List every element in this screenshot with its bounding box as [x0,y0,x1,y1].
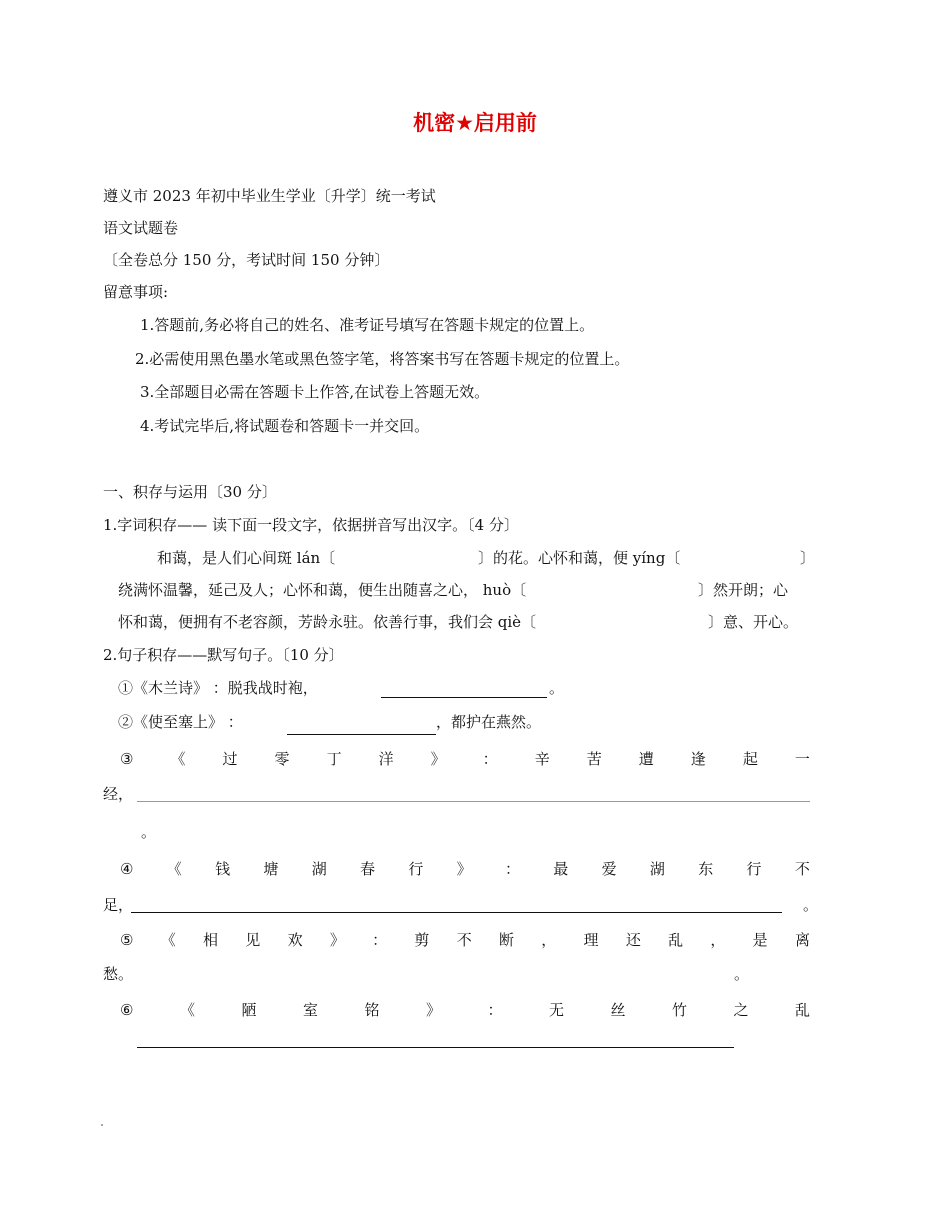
row-char: 湖 [649,860,665,878]
q2-item-5-end: 。 [734,965,750,983]
row-char: 《 [166,860,182,878]
row-char: 起 [742,750,758,768]
row-char: 》 [425,1001,441,1019]
row-char: 不 [456,931,472,949]
notice-item: 1.答题前,务必将自己的姓名、准考证号填写在答题卡规定的位置上。 [140,316,595,334]
question-1-heading: 1.字词积存—— 读下面一段文字，依据拼音写出汉字。〔4 分〕 [103,516,519,534]
row-char: 《 [160,931,176,949]
answer-blank[interactable] [131,912,782,913]
q2-item-2: ②《使至塞上》 ： [118,713,243,731]
notice-item: 4.考试完毕后,将试题卷和答题卡一并交回。 [140,417,430,435]
row-char: ： [482,750,498,768]
row-char: 竹 [671,1001,687,1019]
row-char: 湖 [311,860,327,878]
q2-item-4-next: 足， [103,896,134,914]
answer-blank[interactable] [137,1047,734,1048]
row-char: 东 [698,860,714,878]
notice-item: 2.必需使用黑色墨水笔或黑色签字笔，将答案书写在答题卡规定的位置上。 [135,350,630,368]
row-char: 乱 [668,931,684,949]
answer-blank[interactable] [137,801,810,802]
row-char: 之 [733,1001,749,1019]
q1-text: 绕满怀温馨，延己及人；心怀和蔼，便生出随喜之心， huò〔 [118,581,527,599]
q2-item-2-end: ，都护在燕然。 [436,713,542,731]
q2-item-1-end: 。 [549,679,565,697]
notice-item: 3.全部题目必需在答题卡上作答,在试卷上答题无效。 [140,383,490,401]
row-char: 欢 [287,931,303,949]
q2-item-1: ①《木兰诗》 ：脱我战时袍， [118,679,318,697]
row-char: 断 [498,931,514,949]
row-char: 《 [179,1001,195,1019]
row-char: 最 [553,860,569,878]
question-2-heading: 2.句子积存——默写句子。〔10 分〕 [103,646,344,664]
page-dot [101,1124,103,1126]
score-time: 〔全卷总分 150 分，考试时间 150 分钟〕 [103,251,390,269]
q2-item-5-next: 愁。 [103,965,134,983]
row-char: 相 [203,931,219,949]
row-char: 洋 [378,750,394,768]
q2-item-4 [120,859,810,879]
row-char: 钱 [215,860,231,878]
row-char: 铭 [364,1001,380,1019]
q2-item-3-end: 。 [141,823,157,841]
q1-text: 〕然开朗；心 [698,581,789,599]
row-char: ③ [120,750,134,768]
row-char: 离 [794,931,810,949]
q1-text: 〕的花。心怀和蔼，便 yíng〔 [478,549,681,567]
row-char: 丝 [610,1001,626,1019]
row-char: 过 [222,750,238,768]
row-char: 还 [625,931,641,949]
notice-heading: 留意事项: [103,283,169,301]
row-char: ⑥ [120,1001,134,1019]
q2-item-4-end: 。 [803,896,819,914]
row-char: 不 [794,860,810,878]
q2-item-3-next: 经， [103,785,134,803]
row-char: ： [372,931,388,949]
row-char: ④ [120,860,134,878]
row-char: 逢 [690,750,706,768]
row-char: ， [710,931,726,949]
row-char: 爱 [601,860,617,878]
row-char: 《 [170,750,186,768]
row-char: 室 [302,1001,318,1019]
row-char: 一 [794,750,810,768]
row-char: 》 [456,860,472,878]
row-char: 》 [430,750,446,768]
row-char: 乱 [794,1001,810,1019]
row-char: 零 [274,750,290,768]
answer-blank[interactable] [287,734,436,735]
row-char: 丁 [326,750,342,768]
row-char: 》 [329,931,345,949]
row-char: 理 [583,931,599,949]
row-char: 春 [360,860,376,878]
row-char: 辛 [534,750,550,768]
q2-item-5 [120,930,810,950]
q1-text: 和蔼，是人们心间斑 lán〔 [157,549,336,567]
q2-item-6 [120,1000,810,1020]
row-char: 是 [752,931,768,949]
subject-title: 语文试题卷 [103,219,179,237]
row-char: ： [504,860,520,878]
q1-text: 〕意、开心。 [708,613,799,631]
row-char: 塘 [263,860,279,878]
row-char: 苦 [586,750,602,768]
q1-text: 〕 [800,549,816,567]
q2-item-3 [120,749,810,769]
row-char: 见 [245,931,261,949]
q1-text: 怀和蔼，便拥有不老容颜，芳龄永驻。依善行事，我们会 qiè〔 [118,613,537,631]
answer-blank[interactable] [381,697,547,698]
row-char: 行 [746,860,762,878]
row-char: ： [487,1001,503,1019]
exam-title: 遵义市 2023 年初中毕业生学业〔升学〕统一考试 [103,187,436,205]
row-char: ⑤ [120,931,134,949]
section-heading: 一、积存与运用〔30 分〕 [103,483,277,501]
row-char: 剪 [414,931,430,949]
row-char: ， [541,931,557,949]
row-char: 遭 [638,750,654,768]
row-char: 陋 [241,1001,257,1019]
row-char: 无 [548,1001,564,1019]
confidential-title: 机密★启用前 [413,111,537,135]
row-char: 行 [408,860,424,878]
